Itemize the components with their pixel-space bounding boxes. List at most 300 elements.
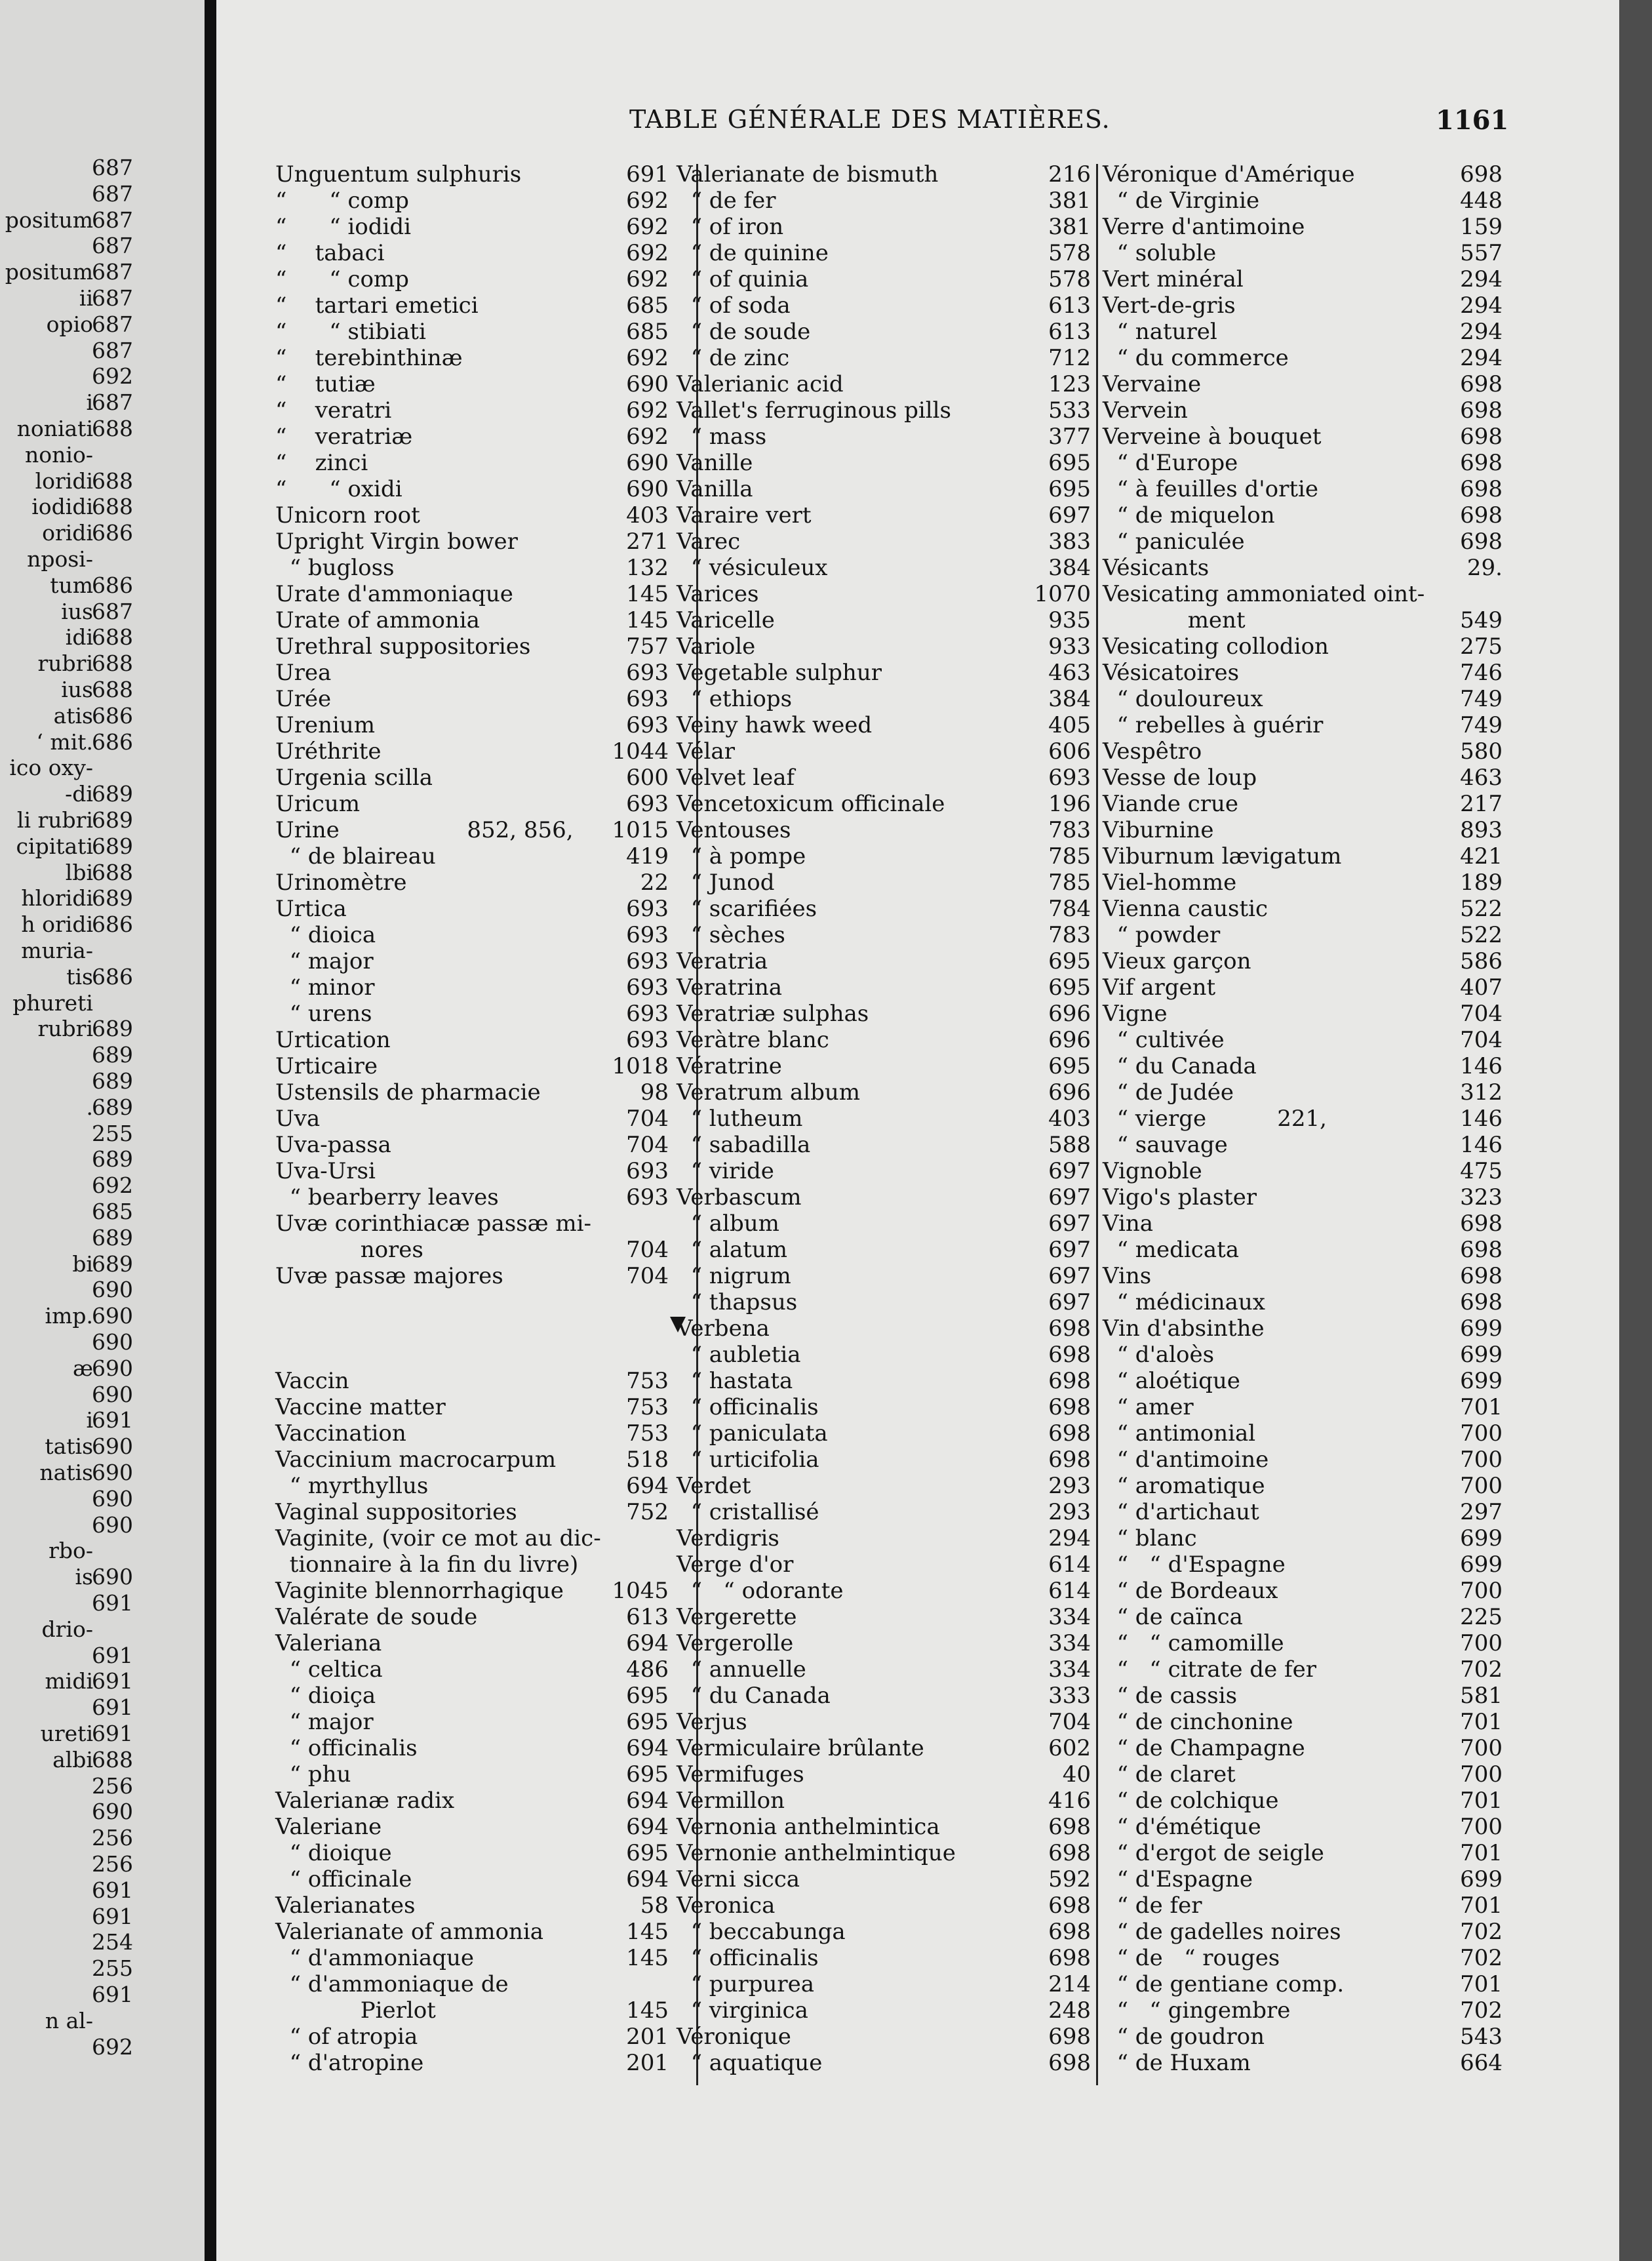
index-term: “ ethiops xyxy=(677,686,793,712)
index-entry xyxy=(1103,1945,1503,1971)
fragment-page-ref: 255 xyxy=(92,1120,133,1146)
index-entry xyxy=(275,1211,669,1237)
previous-page-fragment xyxy=(0,860,205,886)
fragment-page-ref: 687 xyxy=(92,233,133,259)
fragment-page-ref: 690 xyxy=(92,1329,133,1355)
index-entry xyxy=(1103,896,1503,922)
index-term: Véronique d'Amérique xyxy=(1103,161,1355,188)
index-term: “ veratri xyxy=(275,397,392,424)
index-term: Valeriane xyxy=(275,1814,382,1840)
index-entry xyxy=(1103,345,1503,371)
index-entry xyxy=(275,843,669,870)
previous-page-fragment xyxy=(0,1042,205,1068)
index-entry xyxy=(275,922,669,948)
index-entry xyxy=(1103,1289,1503,1315)
index-term: “ de Judée xyxy=(1103,1079,1234,1106)
index-term: “ purpurea xyxy=(677,1971,815,1997)
index-entry xyxy=(275,1525,669,1551)
index-entry xyxy=(275,1971,669,1997)
index-page-ref: 685 xyxy=(626,292,669,319)
index-term: “ blanc xyxy=(1103,1525,1197,1551)
index-entry xyxy=(677,1604,1091,1630)
fragment-page-ref: 689 xyxy=(92,1146,133,1172)
fragment-page-ref: 691 xyxy=(92,1721,133,1746)
index-term: Urtica xyxy=(275,896,347,922)
index-page-ref: 692 xyxy=(626,266,669,292)
index-page-ref: 294 xyxy=(1460,319,1503,345)
index-entry xyxy=(275,1656,669,1683)
index-entry xyxy=(1103,1892,1503,1919)
index-page-ref: 701 xyxy=(1460,1892,1503,1919)
fragment-page-ref: 691 xyxy=(92,1877,133,1903)
index-entry xyxy=(677,633,1091,660)
index-entry xyxy=(677,1866,1091,1892)
index-page-ref: 22 xyxy=(640,870,669,896)
index-term: Urtication xyxy=(275,1027,391,1053)
previous-page-fragment xyxy=(0,520,205,546)
index-entry xyxy=(275,1420,669,1447)
index-page-ref: 697 xyxy=(1048,502,1091,529)
fragment-page-ref: 690 xyxy=(92,1381,133,1407)
index-page-ref: 692 xyxy=(626,188,669,214)
index-term: Veratriæ sulphas xyxy=(677,1001,869,1027)
index-term: Urinomètre xyxy=(275,870,407,896)
index-term: Vanilla xyxy=(677,476,753,502)
index-term: Vermillon xyxy=(677,1788,785,1814)
index-term: Vesicating collodion xyxy=(1103,633,1329,660)
index-term: “ beccabunga xyxy=(677,1919,846,1945)
index-page-ref: 29. xyxy=(1466,555,1503,581)
fragment-page-ref: 689 xyxy=(92,1224,133,1251)
previous-page-fragment xyxy=(0,1825,205,1851)
index-entry xyxy=(275,1604,669,1630)
index-page-ref: 694 xyxy=(626,1473,669,1499)
index-page-ref: 700 xyxy=(1460,1630,1503,1656)
index-entry xyxy=(275,2050,669,2076)
index-term: Vernonia anthelmintica xyxy=(677,1814,940,1840)
index-term: Varaire vert xyxy=(677,502,812,529)
index-term: “ de Virginie xyxy=(1103,188,1260,214)
index-term: “ of iron xyxy=(677,214,784,240)
index-page-ref: 698 xyxy=(1048,1814,1091,1840)
previous-page-fragment xyxy=(0,1955,205,1982)
index-page-ref: 698 xyxy=(1048,1420,1091,1447)
index-page-ref: 693 xyxy=(626,1158,669,1184)
index-entry xyxy=(1103,581,1503,607)
index-term: “ phu xyxy=(275,1761,351,1788)
index-entry xyxy=(1103,633,1503,660)
index-term: Urenium xyxy=(275,712,375,738)
index-term: Valerianate of ammonia xyxy=(275,1919,543,1945)
previous-page-fragment xyxy=(0,1251,205,1277)
fragment-text: li rubri xyxy=(16,807,93,833)
index-term: “ urticifolia xyxy=(677,1447,819,1473)
fragment-page-ref: 254 xyxy=(92,1929,133,1955)
fragment-page-ref: 686 xyxy=(92,911,133,938)
index-page-ref: 294 xyxy=(1460,345,1503,371)
index-page-ref: 691 xyxy=(626,161,669,188)
index-page-ref: 588 xyxy=(1048,1132,1091,1158)
index-term: Uva-Ursi xyxy=(275,1158,376,1184)
index-page-ref: 1045 xyxy=(612,1578,669,1604)
index-entry xyxy=(677,1656,1091,1683)
index-page-ref: 145 xyxy=(626,1919,669,1945)
fragment-text: opio xyxy=(46,311,93,337)
index-term: “ tabaci xyxy=(275,240,385,266)
index-entry xyxy=(1103,1788,1503,1814)
previous-page-fragment xyxy=(0,1904,205,1930)
index-page-ref: 1044 xyxy=(612,738,669,765)
fragment-page-ref: 690 xyxy=(92,1460,133,1485)
index-entry xyxy=(1103,214,1503,240)
fragment-page-ref: 690 xyxy=(92,1303,133,1329)
index-term: Vergerolle xyxy=(677,1630,794,1656)
index-term: “ vierge 221, xyxy=(1103,1106,1327,1132)
index-page-ref: 1015 xyxy=(612,817,669,843)
fragment-page-ref: 689 xyxy=(92,833,133,859)
index-entry xyxy=(275,1761,669,1788)
fragment-page-ref: 691 xyxy=(92,1694,133,1721)
previous-page-fragment xyxy=(0,1407,205,1433)
index-term: “ de blaireau xyxy=(275,843,436,870)
index-entry xyxy=(1103,266,1503,292)
index-entry xyxy=(1103,1630,1503,1656)
index-term: “ amer xyxy=(1103,1394,1194,1420)
index-entry xyxy=(275,1447,669,1473)
index-entry xyxy=(677,1919,1091,1945)
index-term: Uva xyxy=(275,1106,321,1132)
index-entry xyxy=(677,607,1091,633)
index-entry xyxy=(1103,450,1503,476)
index-term: “ paniculée xyxy=(1103,529,1245,555)
index-term: “ “ comp xyxy=(275,188,409,214)
index-page-ref: 146 xyxy=(1460,1132,1503,1158)
index-entry xyxy=(677,1551,1091,1578)
index-page-ref: 600 xyxy=(626,765,669,791)
index-term: “ antimonial xyxy=(1103,1420,1256,1447)
fragment-page-ref: 688 xyxy=(92,494,133,520)
index-page-ref: 695 xyxy=(1048,1053,1091,1079)
index-page-ref: 692 xyxy=(626,424,669,450)
index-page-ref: 699 xyxy=(1460,1315,1503,1342)
index-page-ref: 699 xyxy=(1460,1342,1503,1368)
index-term: “ de caïnca xyxy=(1103,1604,1243,1630)
index-page-ref: 695 xyxy=(1048,476,1091,502)
index-term: Vaccinium macrocarpum xyxy=(275,1447,557,1473)
previous-page-fragment xyxy=(0,677,205,703)
index-term: Vaccination xyxy=(275,1420,406,1447)
index-entry xyxy=(1103,1840,1503,1866)
index-entry xyxy=(275,1945,669,1971)
index-page-ref: 217 xyxy=(1460,791,1503,817)
index-entry xyxy=(677,424,1091,450)
previous-page-fragment xyxy=(0,1460,205,1486)
fragment-page-ref: 692 xyxy=(92,2033,133,2060)
index-entry xyxy=(1103,1211,1503,1237)
index-entry xyxy=(1103,1866,1503,1892)
index-page-ref: 753 xyxy=(626,1394,669,1420)
index-page-ref: 695 xyxy=(1048,450,1091,476)
fragment-page-ref: 687 xyxy=(92,598,133,624)
index-entry xyxy=(677,974,1091,1001)
index-entry xyxy=(275,397,669,424)
index-term: “ officinalis xyxy=(677,1945,819,1971)
index-term: Veràtre blanc xyxy=(677,1027,829,1053)
index-entry xyxy=(1103,1368,1503,1394)
index-page-ref: 785 xyxy=(1048,870,1091,896)
index-term: “ “ comp xyxy=(275,266,409,292)
previous-page-fragment xyxy=(0,1016,205,1042)
index-entry xyxy=(1103,765,1503,791)
index-page-ref: 699 xyxy=(1460,1525,1503,1551)
fragment-text: noniati xyxy=(16,416,93,441)
fragment-text: -di xyxy=(65,781,93,807)
index-page-ref: 690 xyxy=(626,371,669,397)
previous-page-fragment xyxy=(0,311,205,338)
column-divider xyxy=(1096,164,1098,2085)
previous-page-fragment xyxy=(0,1382,205,1408)
index-entry xyxy=(275,240,669,266)
index-page-ref: 698 xyxy=(1048,1315,1091,1342)
index-term: Vaginal suppositories xyxy=(275,1499,517,1525)
fragment-page-ref: 688 xyxy=(92,624,133,650)
index-page-ref: 312 xyxy=(1460,1079,1503,1106)
index-page-ref: 403 xyxy=(626,502,669,529)
index-page-ref: 613 xyxy=(626,1604,669,1630)
index-entry xyxy=(275,1788,669,1814)
index-term: “ medicata xyxy=(1103,1237,1240,1263)
index-entry xyxy=(1103,1447,1503,1473)
previous-page-fragment xyxy=(0,1303,205,1329)
index-entry xyxy=(275,1237,669,1263)
index-page-ref: 475 xyxy=(1460,1158,1503,1184)
index-page-ref: 405 xyxy=(1048,712,1091,738)
index-term: “ de colchique xyxy=(1103,1788,1279,1814)
index-page-ref: 698 xyxy=(1460,1263,1503,1289)
index-term: “ minor xyxy=(275,974,375,1001)
index-page-ref: 700 xyxy=(1460,1735,1503,1761)
index-page-ref: 613 xyxy=(1048,292,1091,319)
index-entry xyxy=(275,1263,669,1289)
index-term: “ dioica xyxy=(275,922,376,948)
index-entry xyxy=(275,870,669,896)
index-term: Verni sicca xyxy=(677,1866,800,1892)
previous-page-fragment xyxy=(0,1146,205,1172)
index-page-ref: 614 xyxy=(1048,1551,1091,1578)
index-term: Upright Virgin bower xyxy=(275,529,518,555)
index-page-ref: 248 xyxy=(1048,1997,1091,2024)
previous-page-fragment xyxy=(0,233,205,259)
index-term: “ de “ rouges xyxy=(1103,1945,1280,1971)
index-entry xyxy=(275,161,669,188)
index-entry xyxy=(275,607,669,633)
index-page-ref: 698 xyxy=(1460,1211,1503,1237)
index-page-ref: 297 xyxy=(1460,1499,1503,1525)
index-page-ref: 690 xyxy=(626,450,669,476)
index-entry xyxy=(677,266,1091,292)
previous-page-fragment xyxy=(0,1329,205,1355)
previous-page-fragment xyxy=(0,1773,205,1799)
index-page-ref: 704 xyxy=(1460,1027,1503,1053)
index-term: “ tartari emetici xyxy=(275,292,479,319)
index-page-ref: 752 xyxy=(626,1499,669,1525)
index-entry xyxy=(275,1027,669,1053)
previous-page-fragment xyxy=(0,885,205,911)
index-term: Vélar xyxy=(677,738,735,765)
index-entry xyxy=(275,1315,669,1342)
index-term: Unguentum sulphuris xyxy=(275,161,522,188)
index-page-ref: 700 xyxy=(1460,1420,1503,1447)
index-term: Vigo's plaster xyxy=(1103,1184,1257,1211)
index-page-ref: 334 xyxy=(1048,1604,1091,1630)
index-column-2 xyxy=(677,161,1091,2076)
index-page-ref: 383 xyxy=(1048,529,1091,555)
index-term: “ de zinc xyxy=(677,345,790,371)
index-entry xyxy=(275,1997,669,2024)
previous-page-fragment xyxy=(0,703,205,729)
fragment-page-ref: 686 xyxy=(92,702,133,729)
index-entry xyxy=(275,1158,669,1184)
index-term: “ douloureux xyxy=(1103,686,1263,712)
index-entry xyxy=(1103,1394,1503,1420)
previous-page-strip xyxy=(0,0,205,2261)
index-term: Urine 852, 856, xyxy=(275,817,574,843)
previous-page-fragment xyxy=(0,1877,205,1904)
index-term: Viburnine xyxy=(1103,817,1214,843)
index-page-ref: 293 xyxy=(1048,1473,1091,1499)
previous-page-fragment xyxy=(0,1747,205,1773)
index-page-ref: 893 xyxy=(1460,817,1503,843)
index-entry xyxy=(1103,1079,1503,1106)
index-page-ref: 578 xyxy=(1048,240,1091,266)
index-entry xyxy=(1103,1578,1503,1604)
fragment-page-ref: 688 xyxy=(92,416,133,441)
index-term: Velvet leaf xyxy=(677,765,795,791)
index-term: Verjus xyxy=(677,1709,747,1735)
index-entry xyxy=(1103,660,1503,686)
index-page-ref: 146 xyxy=(1460,1106,1503,1132)
index-page-ref: 712 xyxy=(1048,345,1091,371)
index-entry xyxy=(1103,1971,1503,1997)
index-page-ref: 753 xyxy=(626,1420,669,1447)
index-entry xyxy=(677,1420,1091,1447)
index-page-ref: 704 xyxy=(1460,1001,1503,1027)
index-page-ref: 704 xyxy=(626,1106,669,1132)
index-term: “ d'antimoine xyxy=(1103,1447,1269,1473)
index-entry xyxy=(275,765,669,791)
index-term: “ naturel xyxy=(1103,319,1217,345)
fragment-text: is xyxy=(75,1564,93,1590)
index-page-ref: 695 xyxy=(626,1840,669,1866)
index-term: “ cultivée xyxy=(1103,1027,1225,1053)
fragment-text: æ xyxy=(72,1355,93,1381)
index-term: “ bugloss xyxy=(275,555,395,581)
index-page-ref: 693 xyxy=(626,712,669,738)
index-term: Valerianæ radix xyxy=(275,1788,455,1814)
index-page-ref: 333 xyxy=(1048,1683,1091,1709)
fragment-text: tis xyxy=(66,963,93,990)
index-term: Variole xyxy=(677,633,756,660)
previous-page-fragment xyxy=(0,2008,205,2034)
index-term: “ du Canada xyxy=(1103,1053,1257,1079)
index-term: “ “ camomille xyxy=(1103,1630,1284,1656)
previous-page-fragment xyxy=(0,755,205,781)
index-entry xyxy=(677,686,1091,712)
index-term: tionnaire à la fin du livre) xyxy=(275,1551,579,1578)
previous-page-fragment xyxy=(0,1068,205,1094)
index-entry xyxy=(677,1184,1091,1211)
index-term: “ de claret xyxy=(1103,1761,1236,1788)
index-page-ref: 384 xyxy=(1048,555,1091,581)
index-page-ref: 698 xyxy=(1048,1919,1091,1945)
fragment-page-ref: 690 xyxy=(92,1799,133,1825)
index-page-ref: 698 xyxy=(1460,161,1503,188)
index-entry xyxy=(275,450,669,476)
index-term: Veiny hawk weed xyxy=(677,712,873,738)
index-term: Vaginite, (voir ce mot au dic- xyxy=(275,1525,601,1551)
index-page-ref: 123 xyxy=(1048,371,1091,397)
index-entry xyxy=(677,870,1091,896)
fragment-text: . xyxy=(86,1094,93,1120)
previous-page-fragment xyxy=(0,833,205,860)
fragment-text: tum xyxy=(50,572,93,598)
previous-page-fragment xyxy=(0,1590,205,1616)
index-page-ref: 692 xyxy=(626,345,669,371)
index-page-ref: 201 xyxy=(626,2050,669,2076)
page-edge xyxy=(1619,0,1652,2261)
index-entry xyxy=(275,1079,669,1106)
index-page-ref: 145 xyxy=(626,1945,669,1971)
index-entry xyxy=(275,292,669,319)
index-entry xyxy=(275,1001,669,1027)
index-entry xyxy=(677,1945,1091,1971)
previous-page-fragment xyxy=(0,442,205,468)
index-term: “ de miquelon xyxy=(1103,502,1275,529)
fragment-page-ref: 687 xyxy=(92,207,133,233)
index-term: Urate of ammonia xyxy=(275,607,480,633)
fragment-page-ref: 690 xyxy=(92,1485,133,1511)
index-entry xyxy=(677,1578,1091,1604)
index-page-ref: 214 xyxy=(1048,1971,1091,1997)
index-term: Vignoble xyxy=(1103,1158,1202,1184)
index-term: “ of quinia xyxy=(677,266,809,292)
index-term: “ médicinaux xyxy=(1103,1289,1265,1315)
index-entry xyxy=(677,1027,1091,1053)
index-entry xyxy=(275,1132,669,1158)
fragment-page-ref: 256 xyxy=(92,1851,133,1877)
index-entry xyxy=(677,1368,1091,1394)
index-entry xyxy=(677,1394,1091,1420)
index-term: Vernonie anthelmintique xyxy=(677,1840,956,1866)
index-page-ref: 704 xyxy=(1048,1709,1091,1735)
index-entry xyxy=(677,1211,1091,1237)
index-page-ref: 293 xyxy=(1048,1499,1091,1525)
index-entry xyxy=(1103,1473,1503,1499)
index-entry xyxy=(677,188,1091,214)
index-term: Valérate de soude xyxy=(275,1604,478,1630)
index-page-ref: 702 xyxy=(1460,1945,1503,1971)
index-page-ref: 693 xyxy=(1048,765,1091,791)
index-entry xyxy=(677,1158,1091,1184)
fragment-page-ref: 687 xyxy=(92,259,133,285)
index-term: Véronique xyxy=(677,2024,791,2050)
index-entry xyxy=(677,1447,1091,1473)
index-page-ref: 685 xyxy=(626,319,669,345)
index-entry xyxy=(677,1106,1091,1132)
index-term: Uva-passa xyxy=(275,1132,391,1158)
fragment-page-ref: 687 xyxy=(92,155,133,180)
index-term: Viande crue xyxy=(1103,791,1239,817)
